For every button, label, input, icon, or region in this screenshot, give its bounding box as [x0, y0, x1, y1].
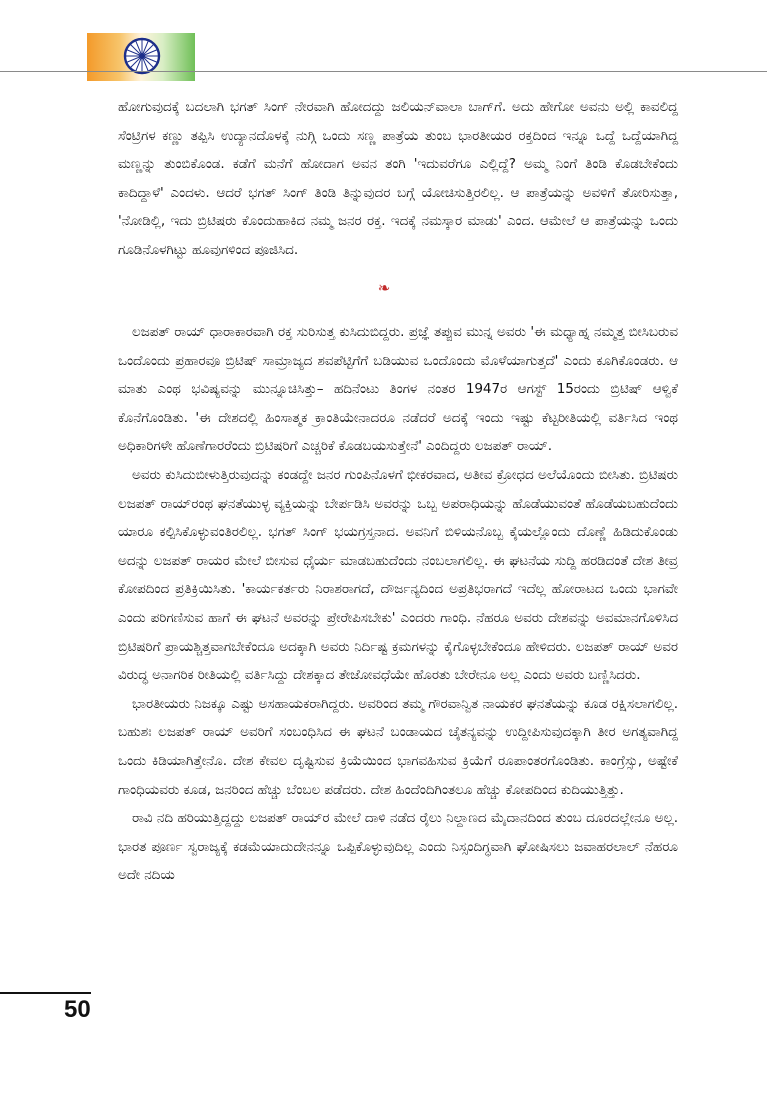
- page-number: 50: [64, 996, 91, 1023]
- paragraph-1: ಲಜಪತ್ ರಾಯ್ ಧಾರಾಕಾರವಾಗಿ ರಕ್ತ ಸುರಿಸುತ್ತ ಕುಸಿದುಬಿದ್ದರು. ಪ್ರಜ್ಞೆ ತಪ್ಪುವ ಮುನ್ನ ಅವರು 'ಈ ಮಧ್ಯಾಹ್ನ ನಮ್ಮತ್ತ ಬೀಸಿಬರುವ ಒಂದೊಂದು ಪ್ರಹಾರವೂ ಬ್ರಿಟಿಷ್ ಸಾಮ್ರಾಜ್ಯದ ಶವಪೆಟ್ಟಿಗೆಗೆ ಬಡಿಯುವ ಒಂದೊಂದು ಮೊಳೆಯಾಗುತ್ತದೆ' ಎಂದು ಕೂಗಿಕೊಂಡರು. ಆ ಮಾತು ಎಂಥ ಭವಿಷ್ಯವನ್ನು ಮುನ್ನೂಚಿಸಿತ್ತು– ಹದಿನೆಂಟು ತಿಂಗಳ ನಂತರ 1947ರ ಆಗಸ್ಟ್ 15ರಂದು ಬ್ರಿಟಿಷ್ ಆಳ್ವಿಕೆ ಕೊನೆಗೊಂಡಿತು. 'ಈ ದೇಶದಲ್ಲಿ ಹಿಂಸಾತ್ಮಕ ಕ್ರಾಂತಿಯೇನಾದರೂ ನಡೆದರೆ ಅದಕ್ಕೆ ಇಂದು ಇಷ್ಟು ಕೆಟ್ಟರೀತಿಯಲ್ಲಿ ವರ್ತಿಸಿದ ಇಂಥ ಅಧಿಕಾರಿಗಳೇ ಹೊಣೆಗಾರರೆಂದು ಬ್ರಿಟಿಷರಿಗೆ ಎಚ್ಚರಿಕೆ ಕೊಡಬಯಸುತ್ತೇನೆ' ಎಂದಿದ್ದರು ಲಜಪತ್ ರಾಯ್.: [118, 324, 678, 455]
- section-separator-ornament: ❧: [377, 279, 391, 297]
- paragraph-3: ಭಾರತೀಯರು ನಿಜಕ್ಕೂ ಎಷ್ಟು ಅಸಹಾಯಕರಾಗಿದ್ದರು. ಅವರಿಂದ ತಮ್ಮ ಗೌರವಾನ್ವಿತ ನಾಯಕರ ಘನತೆಯನ್ನು ಕೂಡ ರಕ್ಷಿಸಲಾಗಲಿಲ್ಲ. ಬಹುಶಃ ಲಜಪತ್ ರಾಯ್ ಅವರಿಗೆ ಸಂಬಂಧಿಸಿದ ಈ ಘಟನೆ ಬಂಡಾಯದ ಚೈತನ್ಯವನ್ನು ಉದ್ದೀಪಿಸುವುದಕ್ಕಾಗಿ ತೀರ ಅಗತ್ಯವಾಗಿದ್ದ ಒಂದು ಕಿಡಿಯಾಗಿತ್ತೇನೊ. ದೇಶ ಕೇವಲ ದೃಷ್ಟಿಸುವ ಕ್ರಿಯೆಯಿಂದ ಭಾಗವಹಿಸುವ ಕ್ರಿಯೆಗೆ ರೂಪಾಂತರಗೊಂಡಿತು. ಕಾಂಗ್ರೆಸ್ಸು, ಅಷ್ಟೇಕೆ ಗಾಂಧಿಯವರು ಕೂಡ, ಜನರಿಂದ ಹೆಚ್ಚು ಬೆಂಬಲ ಪಡೆದರು. ದೇಶ ಹಿಂದೆಂದಿಗಿಂತಲೂ ಹೆಚ್ಚು ಕೋಪದಿಂದ ಕುದಿಯುತ್ತಿತ್ತು.: [118, 695, 678, 798]
- footer-rule: [0, 992, 91, 994]
- paragraph-top: ಹೋಗುವುದಕ್ಕೆ ಬದಲಾಗಿ ಭಗತ್ ಸಿಂಗ್ ನೇರವಾಗಿ ಹೋದದ್ದು ಜಲಿಯನ್‌ವಾಲಾ ಬಾಗ್‌ಗೆ. ಅದು ಹೇಗೋ ಅವನು ಅಲ್ಲಿ ಕಾವಲಿದ್ದ ಸೆಂಟ್ರಿಗಳ ಕಣ್ಣು ತಪ್ಪಿಸಿ ಉದ್ಯಾನದೊಳಕ್ಕೆ ನುಗ್ಗಿ ಒಂದು ಸಣ್ಣ ಪಾತ್ರೆಯ ತುಂಬ ಭಾರತೀಯರ ರಕ್ತದಿಂದ ಇನ್ನೂ ಒದ್ದೆ ಒದ್ದೆಯಾಗಿದ್ದ ಮಣ್ಣನ್ನು ತುಂಬಿಕೊಂಡ. ಕಡೆಗೆ ಮನೆಗೆ ಹೋದಾಗ ಅವನ ತಂಗಿ 'ಇದುವರೆಗೂ ಎಲ್ಲಿದ್ದೆ? ಅಮ್ಮ ನಿಂಗೆ ತಿಂಡಿ ಕೊಡಬೇಕೆಂದು ಕಾದಿದ್ದಾಳೆ' ಎಂದಳು. ಆದರೆ ಭಗತ್ ಸಿಂಗ್ ತಿಂಡಿ ತಿನ್ನುವುದರ ಬಗ್ಗೆ ಯೋಚಿಸುತ್ತಿರಲಿಲ್ಲ. ಆ ಪಾತ್ರೆಯನ್ನು ಅವಳಿಗೆ ತೋರಿಸುತ್ತಾ, 'ನೋಡಿಲ್ಲಿ, ಇದು ಬ್ರಿಟಿಷರು ಕೊಂದುಹಾಕಿದ ನಮ್ಮ ಜನರ ರಕ್ತ. ಇದಕ್ಕೆ ನಮಸ್ಕಾರ ಮಾಡು' ಎಂದ. ಆಮೇಲೆ ಆ ಪಾತ್ರೆಯನ್ನು ಒಂದು ಗೂಡಿನೊಳಗಿಟ್ಟು ಹೂವುಗಳಿಂದ ಪೂಜಿಸಿದ.: [118, 99, 678, 258]
- article-text-top: [118, 93, 678, 265]
- paragraph-2: ಅವರು ಕುಸಿದುಬೀಳುತ್ತಿರುವುದನ್ನು ಕಂಡದ್ದೇ ಜನರ ಗುಂಪಿನೊಳಗೆ ಭೀಕರವಾದ, ಅತೀವ ಕ್ರೋಧದ ಅಲೆಯೊಂದು ಬೀಸಿತು. ಬ್ರಿಟಿಷರು ಲಜಪತ್ ರಾಯ್‌ರಂಥ ಘನತೆಯುಳ್ಳ ವ್ಯಕ್ತಿಯನ್ನು ಬೇರ್ಪಡಿಸಿ ಅವರನ್ನು ಒಬ್ಬ ಅಪರಾಧಿಯನ್ನು ಹೊಡೆಯುವಂತೆ ಹೊಡೆಯಬಹುದೆಂದು ಯಾರೂ ಕಲ್ಪಿಸಿಕೊಳ್ಳುವಂತಿರಲಿಲ್ಲ. ಭಗತ್ ಸಿಂಗ್ ಭಯಗ್ರಸ್ತನಾದ. ಅವನಿಗೆ ಬಿಳಿಯನೊಬ್ಬ ಕೈಯಲ್ಲೊಂದು ದೊಣ್ಣೆ ಹಿಡಿದುಕೊಂಡು ಅದನ್ನು ಲಜಪತ್ ರಾಯರ ಮೇಲೆ ಬೀಸುವ ಧೈರ್ಯ ಮಾಡಬಹುದೆಂದು ನಂಬಲಾಗಲಿಲ್ಲ. ಈ ಘಟನೆಯ ಸುದ್ದಿ ಹರಡಿದಂತೆ ದೇಶ ತೀವ್ರ ಕೋಪದಿಂದ ಪ್ರತಿಕ್ರಿಯಿಸಿತು. 'ಕಾರ್ಯಕರ್ತರು ನಿರಾಶರಾಗದೆ, ದೌರ್ಜನ್ಯದಿಂದ ಅಪ್ರತಿಭರಾಗದೆ ಇದೆಲ್ಲ ಹೋರಾಟದ ಒಂದು ಭಾಗವೇ ಎಂದು ಪರಿಗಣಿಸುವ ಹಾಗೆ ಈ ಘಟನೆ ಅವರನ್ನು ಪ್ರೇರೇಪಿಸಬೇಕು' ಎಂದರು ಗಾಂಧಿ. ನೆಹರೂ ಅವರು ದೇಶವನ್ನು ಅವಮಾನಗೊಳಿಸಿದ ಬ್ರಿಟಿಷರಿಗೆ ಪ್ರಾಯಶ್ಚಿತ್ತವಾಗಬೇಕೆಂದೂ ಅದಕ್ಕಾಗಿ ಅವರು ನಿರ್ದಿಷ್ಟ ಕ್ರಮಗಳನ್ನು ಕೈಗೊಳ್ಳಬೇಕೆಂದೂ ಹೇಳಿದರು. ಲಜಪತ್ ರಾಯ್ ಅವರ ವಿರುದ್ಧ ಅನಾಗರಿಕ ರೀತಿಯಲ್ಲಿ ವರ್ತಿಸಿದ್ದು ದೇಶಕ್ಕಾದ ತೇಜೋವಧೆಯೇ ಹೊರತು ಬೇರೇನೂ ಅಲ್ಲ ಎಂದು ಅವರು ಬಣ್ಣಿಸಿದರು.: [118, 466, 678, 684]
- header-rule: [0, 71, 767, 72]
- article-text-main: [118, 318, 678, 890]
- ashoka-chakra-icon: [122, 36, 162, 76]
- paragraph-4: ರಾವಿ ನದಿ ಹರಿಯುತ್ತಿದ್ದದ್ದು ಲಜಪತ್ ರಾಯ್‌ರ ಮೇಲೆ ದಾಳಿ ನಡೆದ ರೈಲು ನಿಲ್ದಾಣದ ಮೈದಾನದಿಂದ ತುಂಬ ದೂರದಲ್ಲೇನೂ ಅಲ್ಲ. ಭಾರತ ಪೂರ್ಣ ಸ್ವರಾಜ್ಯಕ್ಕೆ ಕಡಮೆಯಾದುದೇನನ್ನೂ ಒಪ್ಪಿಕೊಳ್ಳುವುದಿಲ್ಲ ಎಂದು ನಿಸ್ಸಂದಿಗ್ಧವಾಗಿ ಘೋಷಿಸಲು ಜವಾಹರಲಾಲ್ ನೆಹರೂ ಅದೇ ನದಿಯ: [118, 810, 678, 884]
